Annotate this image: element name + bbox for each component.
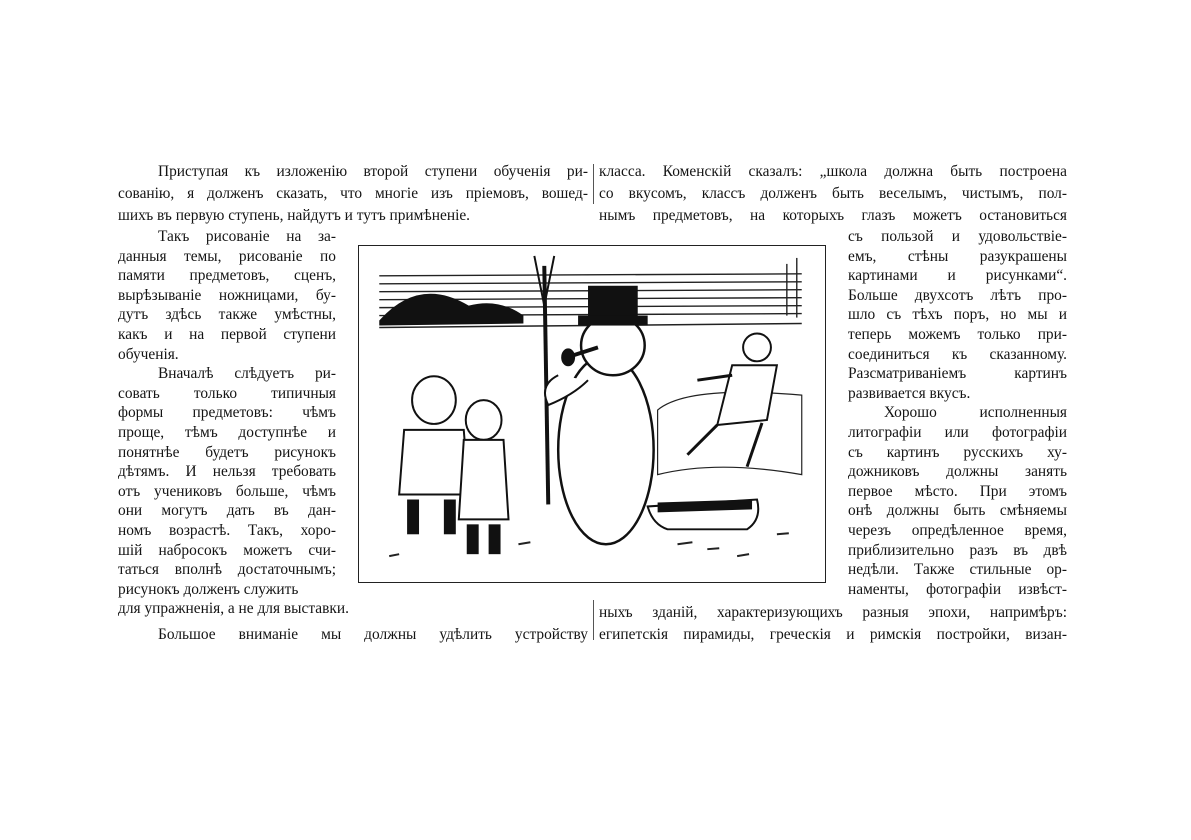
snowman-scene-icon: [359, 246, 825, 582]
right-side-line-16: черезъ опредѣленное время,: [848, 522, 1067, 539]
right-side-line-13: дожниковъ должны занять: [848, 463, 1067, 481]
right-side-line-3: картинами и рисунками“.: [848, 267, 1067, 285]
right-side-line-8: Разсматриваніемъ картинъ: [848, 365, 1067, 383]
right-top-line-3: нымъ предметовъ, на которыхъ глазъ можетъ остановиться: [599, 207, 1067, 224]
left-side-line-3: памяти предметовъ, сценъ,: [118, 267, 336, 285]
right-side-line-19: наменты, фотографіи извѣст-: [848, 580, 1067, 598]
right-side-line-12: съ картинъ русскихъ ху-: [848, 443, 1067, 461]
right-bottom-line-2: египетскія пирамиды, греческія и римскія постройки, визан-: [599, 626, 1067, 643]
left-side-line-15: они могутъ дать въ дан-: [118, 502, 336, 520]
winter-scene-illustration: [358, 245, 826, 583]
left-side-line-9: совать только типичныя: [118, 384, 336, 402]
left-side-line-4: вырѣзываніе ножницами, бу-: [118, 286, 336, 304]
right-side-line-15: онѣ должны быть смѣняемы: [848, 502, 1067, 520]
column-divider-top: [593, 164, 594, 204]
left-side-line-2: данныя темы, рисованіе по: [118, 247, 336, 265]
right-side-line-18: недѣли. Также стильные ор-: [848, 561, 1067, 579]
left-side-line-20: для упражненія, а не для выставки.: [118, 600, 349, 618]
left-side-line-10: формы предметовъ: чѣмъ: [118, 404, 336, 422]
left-side-line-19: рисунокъ долженъ служить: [118, 580, 299, 598]
right-side-line-9: развивается вкусъ.: [848, 384, 971, 402]
right-side-line-6: теперь можемъ только при-: [848, 326, 1067, 343]
right-side-line-17: приблизительно разъ въ двѣ: [848, 541, 1067, 559]
left-side-line-8: Вначалѣ слѣдуетъ ри-: [158, 365, 336, 383]
column-divider-bottom: [593, 600, 594, 640]
right-side-line-11: литографіи или фотографіи: [848, 424, 1067, 441]
right-side-line-7: соединиться къ сказанному.: [848, 345, 1067, 363]
right-side-line-10: Хорошо исполненныя: [884, 404, 1067, 422]
left-side-line-12: понятнѣе будетъ рисунокъ: [118, 443, 336, 461]
left-top-line-3: шихъ въ первую ступень, найдутъ и тутъ примѣненіе.: [118, 207, 471, 224]
right-side-line-1: съ пользой и удовольствіе-: [848, 228, 1067, 245]
right-side-line-4: Больше двухсотъ лѣтъ про-: [848, 286, 1067, 304]
left-side-line-7: обученія.: [118, 345, 179, 363]
left-side-line-5: дутъ здѣсь также умѣстны,: [118, 306, 336, 324]
left-side-line-14: отъ учениковъ больше, чѣмъ: [118, 482, 336, 500]
left-top-line-1: Приступая къ изложенію второй ступени обученія ри-: [158, 163, 588, 180]
right-side-line-14: первое мѣсто. При этомъ: [848, 482, 1067, 500]
right-side-line-5: шло съ тѣхъ поръ, но мы и: [848, 306, 1067, 324]
left-side-line-16: номъ возрастѣ. Такъ, хоро-: [118, 522, 336, 539]
right-top-line-2: со вкусомъ, классъ долженъ быть веселымъ, чистымъ, пол-: [599, 185, 1067, 202]
left-top-line-2: сованію, я долженъ сказать, что многіе изъ пріемовъ, вошед-: [118, 185, 588, 202]
right-side-line-2: емъ, стѣны разукрашены: [848, 247, 1067, 265]
left-side-line-17: шій набросокъ можетъ счи-: [118, 541, 336, 559]
left-side-line-13: дѣтямъ. И нельзя требовать: [118, 463, 336, 481]
left-bottom-line: Большое вниманіе мы должны удѣлить устройству: [158, 626, 588, 643]
right-top-line-1: класса. Коменскій сказалъ: „школа должна быть построена: [599, 163, 1067, 180]
left-side-line-1: Такъ рисованіе на за-: [158, 228, 336, 245]
left-side-line-6: какъ и на первой ступени: [118, 326, 336, 343]
right-bottom-line-1: ныхъ зданій, характеризующихъ разныя эпохи, напримѣръ:: [599, 604, 1067, 621]
left-side-line-18: таться вполнѣ достаточнымъ;: [118, 561, 336, 579]
left-side-line-11: проще, тѣмъ доступнѣе и: [118, 424, 336, 441]
